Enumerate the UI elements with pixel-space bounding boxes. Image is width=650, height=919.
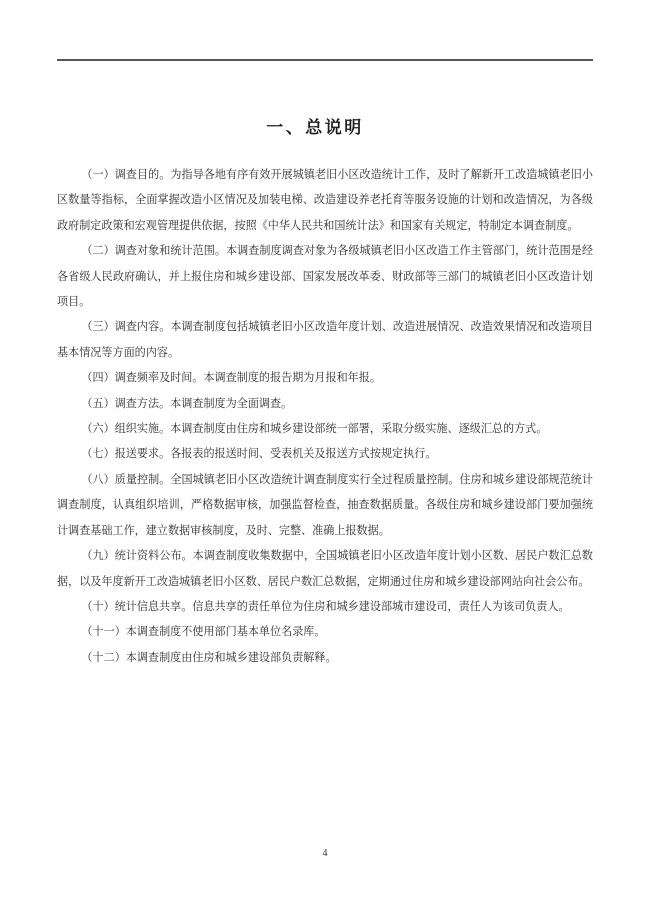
paragraph-submission: （七）报送要求。各报表的报送时间、受表机关及报送方式按规定执行。	[81, 448, 437, 461]
paragraph-directory-usage: （十一）本调查制度不使用部门基本单位名录库。	[81, 626, 326, 639]
section-title: 一、总说明	[266, 118, 364, 137]
paragraph-interpretation: （十二）本调查制度由住房和城乡建设部负责解释。	[81, 651, 337, 664]
page-number: 4	[322, 848, 328, 859]
paragraph-quality-control: （八）质量控制。全国城镇老旧小区改造统计调查制度实行全过程质量控制。住房和城乡建设部规范统计调查制度，认真组织培训，严格数据审核，加强监督检查，抽查数据质量。各级住房和城乡建设部门要加强统计调查基础工作，建立数据审核制度，及时、完整、准确上报数据。	[57, 473, 593, 537]
paragraph-data-publication: （九）统计资料公布。本调查制度收集数据中，全国城镇老旧小区改造年度计划小区数、居民户数汇总数据，以及年度新开工改造城镇老旧小区数、居民户数汇总数据，定期通过住房和城乡建设部网站向社会公布。	[57, 550, 593, 588]
paragraph-survey-frequency: （四）调查频率及时间。本调查制度的报告期为月报和年报。	[81, 372, 381, 385]
page-top-rule	[57, 59, 593, 61]
paragraph-info-sharing: （十）统计信息共享。信息共享的责任单位为住房和城乡建设部城市建设司，责任人为该司负责人。	[81, 600, 570, 613]
paragraph-survey-content: （三）调查内容。本调查制度包括城镇老旧小区改造年度计划、改造进展情况、改造效果情况和改造项目基本情况等方面的内容。	[57, 321, 593, 359]
paragraph-survey-scope: （二）调查对象和统计范围。本调查制度调查对象为各级城镇老旧小区改造工作主管部门，统计范围是经各省级人民政府确认，并上报住房和城乡建设部、国家发展改革委、财政部等三部门的城镇老旧小区改造计划项目。	[57, 245, 593, 309]
paragraph-survey-method: （五）调查方法。本调查制度为全面调查。	[81, 397, 293, 410]
document-body	[57, 163, 593, 671]
paragraph-survey-purpose: （一）调查目的。为指导各地有序有效开展城镇老旧小区改造统计工作，及时了解新开工改造城镇老旧小区数量等指标，全面掌握改造小区情况及加装电梯、改造建设养老托育等服务设施的计划和改造情况，为各级政府制定政策和宏观管理提供依据，按照《中华人民共和国统计法》和国家有关规定，特制定本调查制度。	[57, 169, 593, 232]
paragraph-organization: （六）组织实施。本调查制度由住房和城乡建设部统一部署，采取分级实施、逐级汇总的方式。	[81, 423, 548, 436]
